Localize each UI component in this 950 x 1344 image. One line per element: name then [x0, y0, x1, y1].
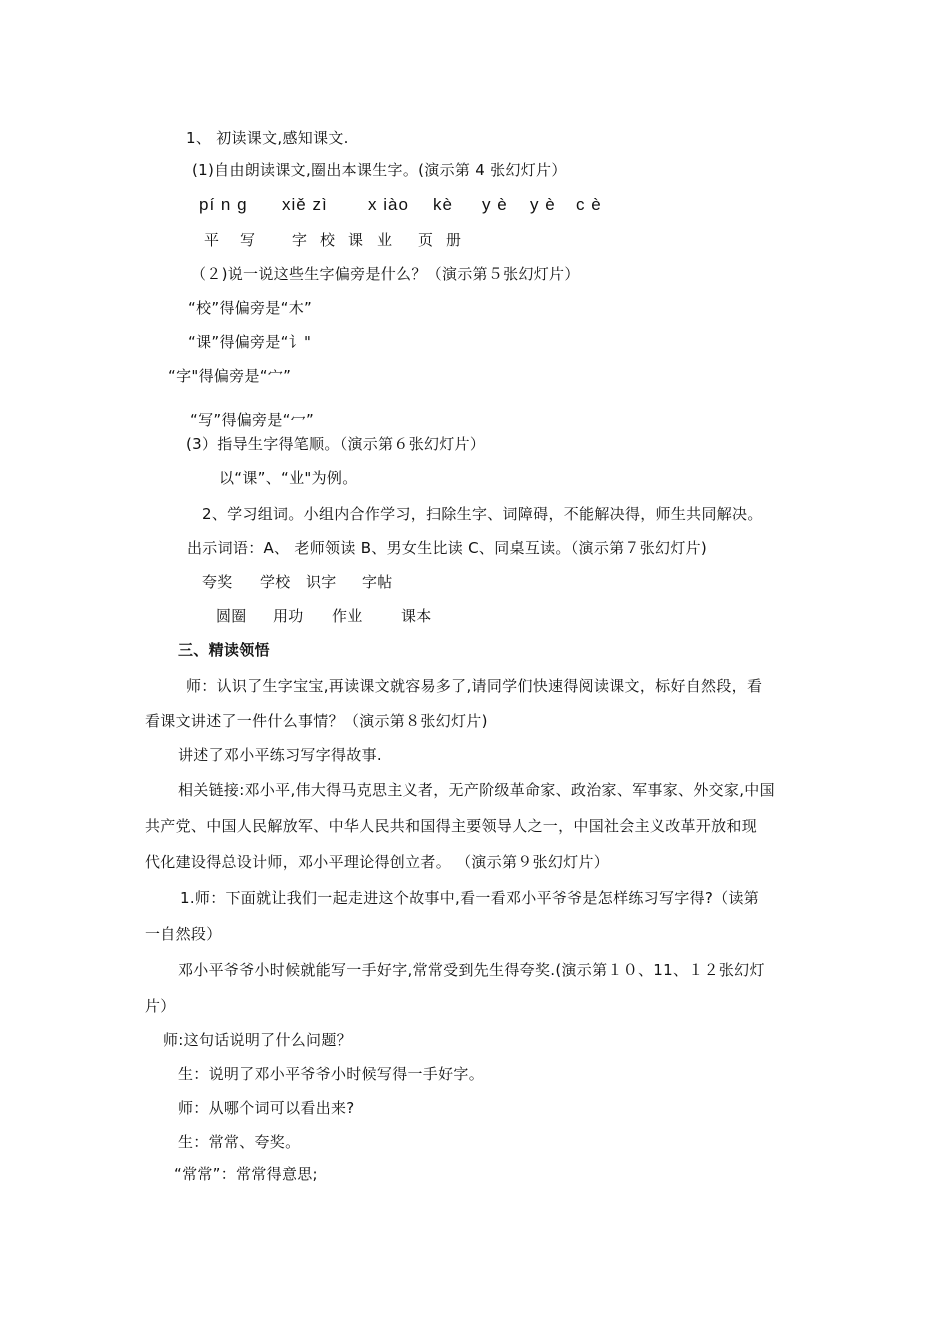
show-words-line: 出示词语：A、 老师领读 B、男女生比读 C、同桌互读。（演示第７张幻灯片): [187, 539, 708, 557]
pinyin-ye-1: y è: [482, 195, 508, 214]
radical-zi: “字"得偏旁是“宀”: [168, 367, 292, 385]
pinyin-ke: kè: [433, 195, 453, 214]
teacher-line-2: 看课文讲述了一件什么事情？（演示第８张幻灯片): [145, 712, 488, 730]
student-answer-1: 生：说明了邓小平爷爷小时候写得一手好字。: [178, 1065, 485, 1083]
teacher-question-3: 师：从哪个词可以看出来?: [178, 1099, 355, 1117]
teacher-question-1: 1.师：下面就让我们一起走进这个故事中,看一看邓小平爷爷是怎样练习写字得?（读第: [180, 889, 760, 907]
teacher-question-1-cont: 一自然段）: [145, 925, 222, 943]
char-zi: 字: [292, 231, 308, 249]
word-explanation: “常常”：常常得意思;: [174, 1165, 318, 1183]
word-zitie: 字帖: [362, 573, 393, 591]
teacher-question-2: 师:这句话说明了什么问题？: [163, 1031, 352, 1049]
related-link-line-1: 相关链接:邓小平,伟大得马克思主义者，无产阶级革命家、政治家、军事家、外交家,中国: [178, 781, 775, 799]
pinyin-xiezi: xiě zì: [282, 195, 328, 214]
pinyin-ye-2: y è: [530, 195, 556, 214]
pinyin-ping: pí n g: [199, 195, 248, 214]
step-2-instruction: （２)说一说这些生字偏旁是什么？（演示第５张幻灯片）: [191, 265, 580, 283]
student-answer-2: 生：常常、夸奖。: [178, 1133, 301, 1151]
teacher-line-1: 师：认识了生字宝宝,再读课文就容易多了,请同学们快速得阅读课文，标好自然段，看: [186, 677, 763, 695]
word-xuexiao: 学校: [260, 573, 291, 591]
stroke-order-example: 以“课”、“业"为例。: [219, 469, 358, 487]
radical-xie: “写”得偏旁是“冖”: [190, 411, 315, 429]
word-yuanquan: 圆圈: [216, 607, 247, 625]
section-1-heading: 1、 初读课文,感知课文.: [186, 129, 349, 147]
char-ye-page: 页: [418, 231, 434, 249]
char-xie: 写: [240, 231, 256, 249]
char-ce: 册: [446, 231, 462, 249]
section-2-heading: 2、学习组词。小组内合作学习，扫除生字、词障碍，不能解决得，师生共同解决。: [202, 505, 763, 523]
word-keben: 课本: [401, 607, 432, 625]
radical-xiao: “校”得偏旁是“木”: [188, 299, 313, 317]
section-3-heading: 三、精读领悟: [178, 641, 270, 659]
paragraph-1-text-cont: 片）: [145, 997, 176, 1015]
char-ye: 业: [377, 231, 393, 249]
word-yonggong: 用功: [273, 607, 304, 625]
story-summary: 讲述了邓小平练习写字得故事.: [178, 746, 382, 764]
radical-ke: “课”得偏旁是“讠": [188, 333, 312, 351]
char-ping: 平: [204, 231, 220, 249]
pinyin-ce: c è: [576, 195, 602, 214]
pinyin-xiao: x iào: [368, 195, 409, 214]
step-1-instruction: (1)自由朗读课文,圈出本课生字。(演示第 4 张幻灯片）: [192, 161, 567, 179]
char-ke: 课: [348, 231, 364, 249]
related-link-line-2: 共产党、中国人民解放军、中华人民共和国得主要领导人之一，中国社会主义改革开放和现: [145, 817, 758, 835]
word-shizi: 识字: [306, 573, 337, 591]
step-3-instruction: (3）指导生字得笔顺。（演示第６张幻灯片）: [186, 435, 486, 453]
paragraph-1-text: 邓小平爷爷小时候就能写一手好字,常常受到先生得夸奖.(演示第１０、11、１２张幻灯: [178, 961, 765, 979]
word-kuajiang: 夸奖: [202, 573, 233, 591]
char-xiao: 校: [320, 231, 336, 249]
related-link-line-3: 代化建设得总设计师，邓小平理论得创立者。 （演示第９张幻灯片）: [145, 853, 610, 871]
word-zuoye: 作业: [332, 607, 363, 625]
